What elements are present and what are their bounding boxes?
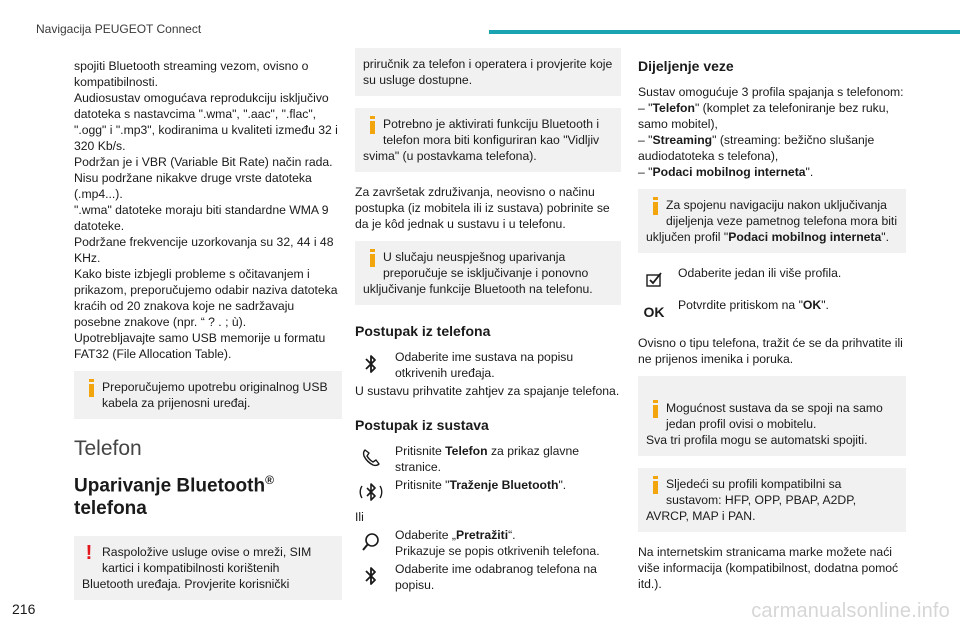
step-search: Odaberite „Pretražiti“. Prikazuje se popis otkrivenih telefona. (355, 527, 621, 559)
warning-icon: ! (85, 542, 93, 565)
info-icon (363, 116, 377, 136)
column-3 (638, 58, 906, 601)
step-phone-select-system: Odaberite ime sustava na popisu otkrivenih uređaja. (355, 349, 621, 381)
magnifier-icon (355, 527, 387, 557)
watermark: carmanualsonline.info (751, 600, 950, 622)
info-icon (646, 476, 660, 496)
subsection-title-bluetooth-pairing: Uparivanje Bluetooth® telefona (74, 473, 274, 520)
label-or: Ili (355, 510, 364, 524)
section-title-telefon: Telefon (74, 437, 142, 460)
note-usb-cable: Preporučujemo upotrebu originalnog USB kabela za prijenosni uređaj. (74, 371, 342, 419)
info-icon (646, 400, 660, 420)
note-bluetooth-visible: Potrebno je aktivirati funkciju Bluetooth i telefon mora biti konfiguriran kao "Vidljiv svima" (u postavkama telefona). (355, 108, 621, 172)
paragraph-profiles: Sustav omogućuje 3 profila spajanja s telefonom: – "Telefon" (komplet za telefoniranje bez ruku, samo mobitel), – "Streaming" (streaming: bežično slušanje audiodatoteka s telefona), – "Podaci mobilnog interneta". (638, 85, 904, 179)
heading-system-procedure: Postupak iz sustava (355, 417, 489, 433)
warning-box-continued: priručnik za telefon i operatera i provjerite koje su usluge dostupne. (355, 48, 621, 96)
step-bluetooth-search: Pritisnite "Traženje Bluetooth". (355, 477, 621, 507)
paragraph-brand-website: Na internetskim stranicama marke možete naći više informacija (kompatibilnost, dodatna pomoć itd.). (638, 545, 899, 591)
step-confirm-ok: OK Potvrdite pritiskom na "OK". (638, 297, 906, 327)
info-icon (82, 379, 96, 399)
step-select-phone: Odaberite ime odabranog telefona na popisu. (355, 561, 621, 593)
paragraph-accept-request: U sustavu prihvatite zahtjev za spajanje telefona. (355, 384, 620, 398)
note-single-profile: Mogućnost sustava da se spoji na samo jedan profil ovisi o mobitelu. Sva tri profila mogu se automatski spojiti. (638, 376, 906, 456)
phone-handset-icon (355, 443, 387, 473)
page-number: 216 (12, 601, 36, 617)
column-1 (74, 58, 342, 600)
note-mobile-data-profile: Za spojenu navigaciju nakon uključivanja dijeljenja veze pametnog telefona mora biti uključen profil "Podaci mobilnog interneta". (638, 189, 906, 253)
step-press-telefon: Pritisnite Telefon za prikaz glavne stranice. (355, 443, 621, 475)
paragraph-bluetooth-streaming: spojiti Bluetooth streaming vezom, ovisno o kompatibilnosti. Audiosustav omogućava reprodukciju isključivo datoteka s nastavcima ".wma", ".aac", ".flac", ".ogg" i ".mp3", kodiranima u kvaliteti između 32 i 320 Kb/s. Podržan je i VBR (Variable Bit Rate) način rada. Nisu podržane nikakve druge vrste datoteka (.mp4...). ".wma" datoteke moraju biti standardne WMA 9 datoteke. Podržane frekvencije uzorkovanja su 32, 44 i 48 KHz. Kako biste izbjegli probleme s očitavanjem i prikazom, preporučujemo odabir naziva datoteka kraćih od 20 znakova koje ne sadržavaju posebne znakove (npr. “ ? . ; ù). Upotrebljavajte samo USB memorije u formatu FAT32 (File Allocation Table). (74, 59, 338, 361)
bluetooth-icon (355, 349, 387, 379)
info-icon (646, 197, 660, 217)
heading-phone-procedure: Postupak iz telefona (355, 323, 491, 339)
warning-box: ! Raspoložive usluge ovise o mreži, SIM kartici i kompatibilnosti korištenih Bluetooth uređaja. Provjerite korisnički (74, 536, 342, 600)
bluetooth-icon (355, 561, 387, 591)
checkbox-icon (638, 265, 670, 295)
page-header-title: Navigacija PEUGEOT Connect (36, 22, 202, 36)
note-compatible-profiles: Sljedeći su profili kompatibilni sa sustavom: HFP, OPP, PBAP, A2DP, AVRCP, MAP i PAN. (638, 468, 906, 532)
paragraph-phone-type: Ovisno o tipu telefona, tražit će se da prihvatite ili ne prijenos imenika i poruka. (638, 336, 903, 366)
info-icon (363, 249, 377, 269)
bluetooth-search-icon (355, 477, 387, 507)
note-pairing-failure: U slučaju neuspješnog uparivanja preporučuje se isključivanje i ponovno uključivanje funkcije Bluetooth na telefonu. (355, 241, 621, 305)
step-select-profiles: Odaberite jedan ili više profila. (638, 265, 906, 295)
ok-button-icon: OK (643, 304, 665, 320)
paragraph-pairing-code: Za završetak združivanja, neovisno o načinu postupka (iz mobitela ili iz sustava) pobrinite se da je kôd jednak u sustavu i u telefonu. (355, 185, 610, 231)
header-accent-bar (489, 30, 960, 34)
heading-connection-sharing: Dijeljenje veze (638, 58, 734, 74)
column-2 (355, 58, 621, 595)
